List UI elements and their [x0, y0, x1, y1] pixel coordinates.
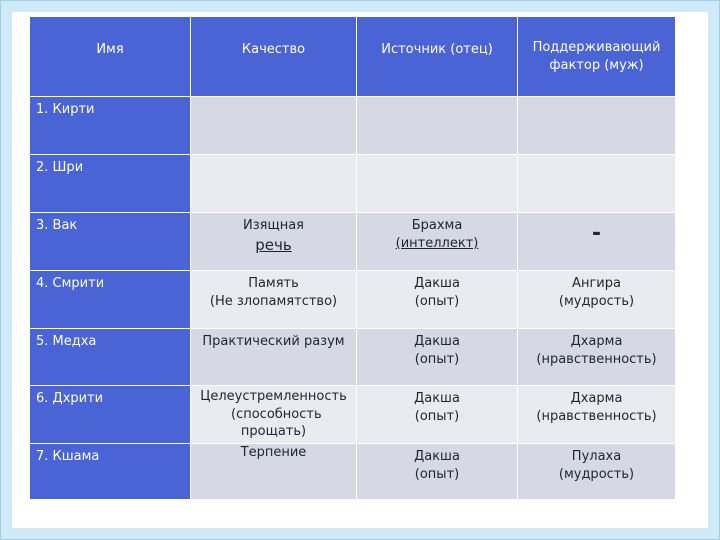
quality-line-1: Целеустремленность — [200, 389, 347, 404]
table-row — [30, 329, 676, 386]
support-cell — [518, 329, 676, 386]
quality-cell — [191, 155, 357, 213]
support-cell — [518, 213, 676, 271]
source-line-2: (опыт) — [414, 351, 460, 367]
source-line-2: (опыт) — [414, 293, 460, 309]
data-table — [29, 16, 676, 500]
table-row — [30, 386, 676, 444]
source-line-1: Дакша — [414, 391, 460, 406]
quality-cell — [191, 97, 357, 155]
source-line-2: (опыт) — [414, 408, 460, 424]
quality-cell — [191, 386, 357, 444]
row-name: 7. Кшама — [30, 444, 191, 500]
source-cell — [357, 271, 518, 329]
row-name: 1. Кирти — [30, 97, 191, 155]
source-cell — [357, 155, 518, 213]
source-line-1: Дакша — [414, 276, 460, 291]
quality-cell — [191, 329, 357, 386]
table-row — [30, 97, 676, 155]
quality-cell — [191, 271, 357, 329]
header-support: Поддерживающий фактор (муж) — [518, 17, 676, 97]
quality-line-1: Изящная — [243, 218, 304, 233]
header-row — [30, 17, 676, 97]
support-line-2: (мудрость) — [558, 293, 635, 309]
quality-line-1: Терпение — [240, 445, 307, 460]
support-line-2: (мудрость) — [558, 466, 635, 482]
support-line-2: (нравственность) — [536, 351, 657, 367]
row-name: 3. Вак — [30, 213, 191, 271]
table-row — [30, 271, 676, 329]
source-line-1: Дакша — [414, 449, 460, 464]
support-cell — [518, 444, 676, 500]
quality-line-2: (Не злопамятство) — [209, 293, 338, 309]
support-dash: - — [591, 221, 602, 246]
header-source: Источник (отец) — [357, 17, 518, 97]
source-line-2: (опыт) — [414, 466, 460, 482]
source-line-1: Брахма — [411, 218, 463, 233]
row-name: 5. Медха — [30, 329, 191, 386]
source-cell — [357, 444, 518, 500]
source-cell — [357, 329, 518, 386]
source-line-2: (интеллект) — [395, 235, 479, 251]
row-name: 2. Шри — [30, 155, 191, 213]
quality-line-2: (способность прощать) — [231, 406, 322, 440]
header-quality: Качество — [191, 17, 357, 97]
support-line-1: Дхарма — [570, 334, 623, 349]
table-row — [30, 444, 676, 500]
support-line-2: (нравственность) — [536, 408, 657, 424]
quality-line-1: Практический разум — [202, 334, 345, 349]
source-cell — [357, 213, 518, 271]
support-cell — [518, 271, 676, 329]
quality-cell — [191, 444, 357, 500]
header-name: Имя — [30, 17, 191, 97]
table-row — [30, 155, 676, 213]
quality-line-2: речь — [255, 235, 292, 254]
row-name: 4. Смрити — [30, 271, 191, 329]
source-line-1: Дакша — [414, 334, 460, 349]
quality-line-1: Память — [248, 276, 299, 291]
support-line-1: Ангира — [572, 276, 621, 291]
support-cell — [518, 155, 676, 213]
row-name: 6. Дхрити — [30, 386, 191, 444]
support-cell — [518, 386, 676, 444]
support-line-1: Дхарма — [570, 391, 623, 406]
support-cell — [518, 97, 676, 155]
source-cell — [357, 97, 518, 155]
source-cell — [357, 386, 518, 444]
quality-cell — [191, 213, 357, 271]
support-line-1: Пулаха — [571, 449, 622, 464]
table-row — [30, 213, 676, 271]
